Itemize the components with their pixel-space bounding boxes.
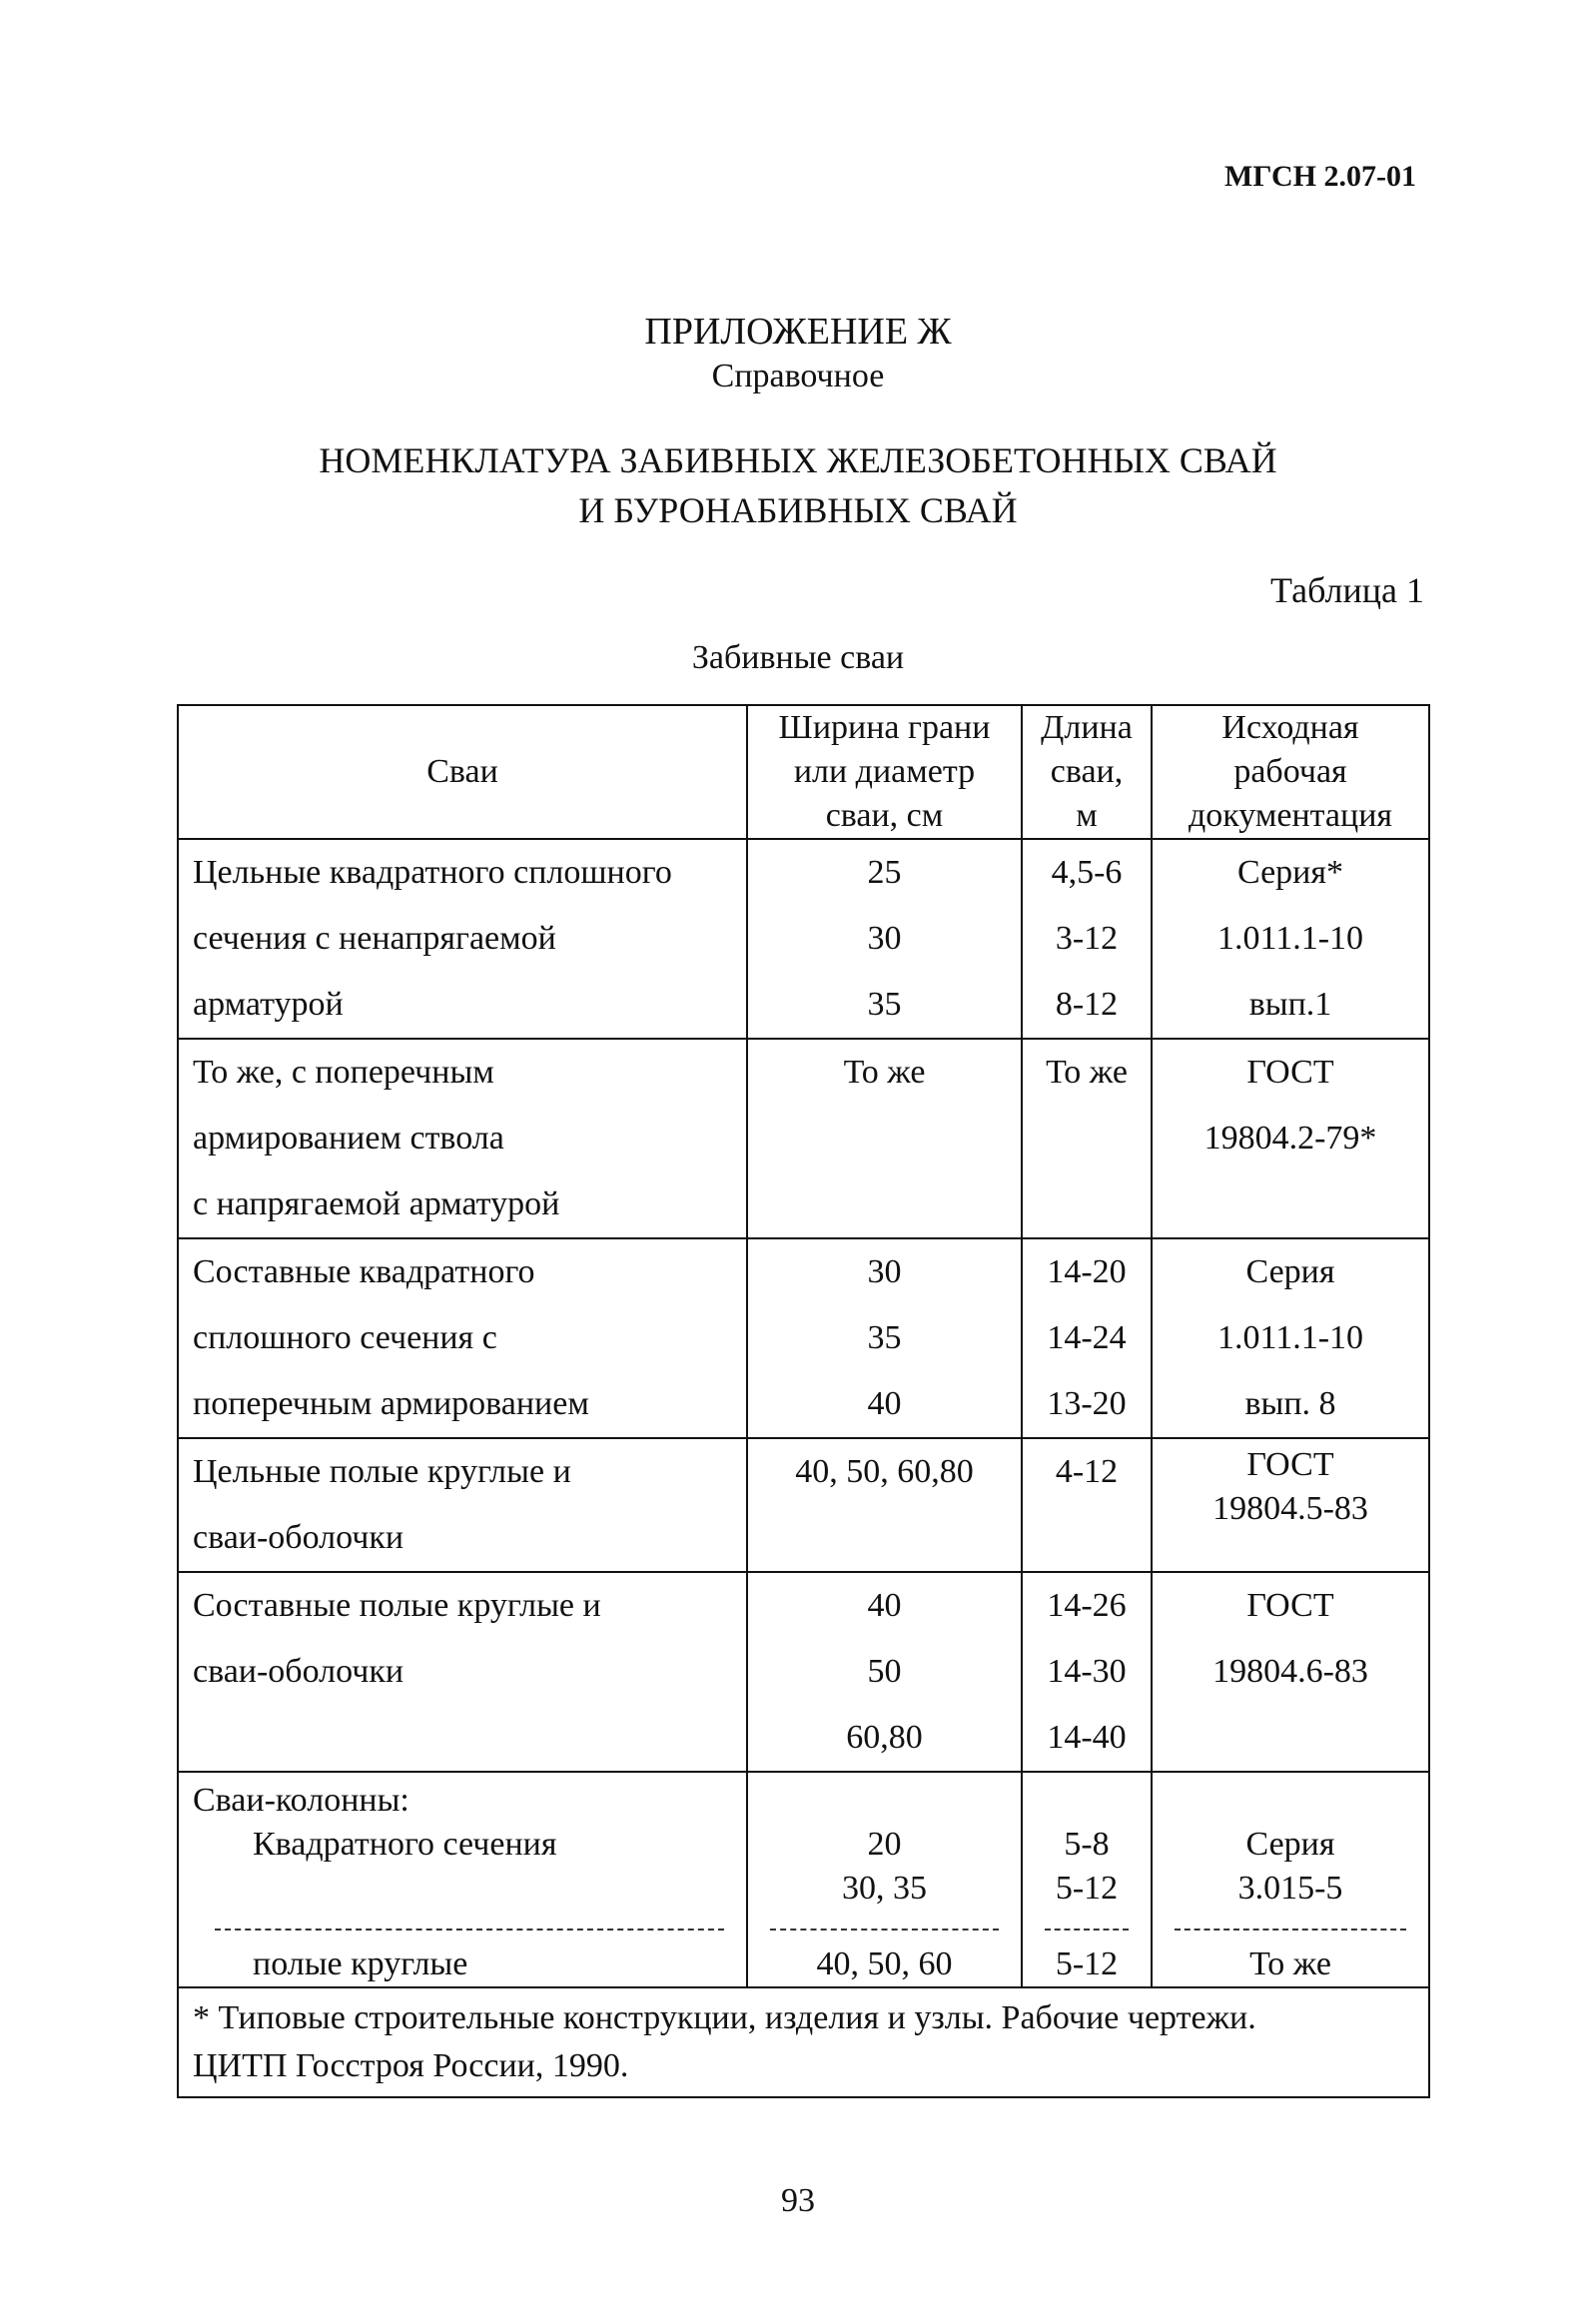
heading-line-1: НОМЕНКЛАТУРА ЗАБИВНЫХ ЖЕЛЕЗОБЕТОННЫХ СВАЙ — [319, 440, 1277, 480]
cell-line: 5-12 — [1055, 1870, 1119, 1907]
pile-type-cell — [178, 1572, 747, 1772]
cell-line: 40, 50, 60,80 — [795, 1453, 974, 1490]
header-text: или диаметр — [793, 753, 976, 790]
pile-type-cell — [178, 839, 747, 1039]
doc-cell — [1152, 1772, 1429, 1987]
doc-cell — [1152, 1438, 1429, 1572]
table-caption: Забивные сваи — [691, 639, 905, 676]
width-cell — [747, 839, 1022, 1039]
cell-line: Сваи-колонны: — [193, 1782, 409, 1819]
cell-line: 35 — [867, 1319, 902, 1356]
appendix-title: ПРИЛОЖЕНИЕ Ж — [644, 311, 952, 353]
cell-line: 14-26 — [1047, 1587, 1127, 1624]
cell-line: То же — [843, 1054, 926, 1091]
table-row — [178, 839, 1429, 1039]
cell-line: 8-12 — [1055, 986, 1119, 1023]
dashed-separator — [1045, 1929, 1129, 1931]
footnote-line: ЦИТП Госстроя России, 1990. — [193, 2047, 629, 2084]
heading-line-2: И БУРОНАБИВНЫХ СВАЙ — [578, 490, 1018, 530]
doc-cell — [1152, 839, 1429, 1039]
cell-line: 14-20 — [1047, 1253, 1127, 1290]
cell-line: Квадратного сечения — [253, 1826, 557, 1863]
cell-line: То же, с поперечным — [193, 1054, 494, 1091]
cell-line: армированием ствола — [193, 1120, 504, 1157]
cell-line: вып.1 — [1248, 986, 1332, 1023]
cell-line: 14-40 — [1047, 1719, 1127, 1756]
cell-line: 14-24 — [1047, 1319, 1127, 1356]
length-cell — [1022, 1238, 1152, 1438]
table-row — [178, 1438, 1429, 1572]
cell-line: вып. 8 — [1244, 1385, 1336, 1422]
cell-line: 1.011.1-10 — [1216, 920, 1364, 957]
cell-line: 19804.2-79* — [1203, 1120, 1377, 1157]
page-number: 93 — [781, 2182, 815, 2219]
header-text: Исходная — [1221, 709, 1359, 746]
cell-line: поперечным армированием — [193, 1385, 589, 1422]
length-cell — [1022, 1772, 1152, 1987]
cell-line: 30, 35 — [842, 1870, 927, 1907]
cell-line: 3.015-5 — [1237, 1870, 1343, 1907]
width-cell — [747, 1238, 1022, 1438]
header-text: сваи, — [1050, 753, 1124, 790]
width-cell — [747, 1772, 1022, 1987]
cell-line: 4,5-6 — [1051, 854, 1123, 891]
cell-line: Цельные полые круглые и — [193, 1453, 571, 1490]
cell-line: 20 — [867, 1826, 902, 1863]
cell-line: 30 — [867, 920, 902, 957]
table-row-pile-columns — [178, 1772, 1429, 1987]
cell-line: 30 — [867, 1253, 902, 1290]
cell-line: 35 — [867, 986, 902, 1023]
cell-line: сваи-оболочки — [193, 1653, 404, 1690]
cell-line: 3-12 — [1055, 920, 1119, 957]
table-number: Таблица 1 — [1270, 570, 1424, 610]
pile-type-cell — [178, 1238, 747, 1438]
header-text: рабочая — [1233, 753, 1347, 790]
cell-line: 60,80 — [846, 1719, 923, 1756]
dashed-separator — [1175, 1929, 1406, 1931]
cell-line: сплошного сечения с — [193, 1319, 497, 1356]
table-row — [178, 1238, 1429, 1438]
cell-line: с напрягаемой арматурой — [193, 1185, 560, 1222]
header-text: документация — [1188, 797, 1393, 834]
cell-line: Серия — [1245, 1826, 1335, 1863]
cell-line: Составные полые круглые и — [193, 1587, 601, 1624]
cell-line-empty — [1153, 1779, 1428, 1823]
header-text: м — [1076, 797, 1098, 834]
cell-line: 5-12 — [1055, 1945, 1119, 1982]
piles-table — [177, 704, 1430, 2098]
header-text: Сваи — [426, 753, 498, 790]
table-header-row — [178, 705, 1429, 839]
header-text: Длина — [1041, 709, 1133, 746]
header-length — [1022, 705, 1152, 839]
cell-line: сечения с ненапрягаемой — [193, 920, 556, 957]
cell-line: Цельные квадратного сплошного — [193, 854, 672, 891]
cell-line: ГОСТ — [1246, 1587, 1334, 1624]
cell-line-empty — [748, 1779, 1021, 1823]
pile-type-cell — [178, 1039, 747, 1238]
cell-line: 40 — [867, 1385, 902, 1422]
header-width — [747, 705, 1022, 839]
cell-line: 50 — [867, 1653, 902, 1690]
cell-line: Серия — [1245, 1253, 1335, 1290]
width-cell — [747, 1039, 1022, 1238]
length-cell — [1022, 1572, 1152, 1772]
cell-line: сваи-оболочки — [193, 1519, 404, 1556]
cell-line: Серия* — [1236, 854, 1344, 891]
cell-line: 40, 50, 60 — [816, 1945, 953, 1982]
header-piles — [178, 705, 747, 839]
doc-cell — [1152, 1039, 1429, 1238]
length-cell — [1022, 839, 1152, 1039]
cell-line: Составные квадратного — [193, 1253, 535, 1290]
cell-line: 4-12 — [1055, 1453, 1119, 1490]
footnote-line: * Типовые строительные конструкции, изделия и узлы. Рабочие чертежи. — [193, 1999, 1256, 2036]
table-footnote-row — [178, 1987, 1429, 2097]
cell-line: То же — [1249, 1945, 1331, 1982]
cell-line: ГОСТ — [1246, 1054, 1334, 1091]
header-doc — [1152, 705, 1429, 839]
cell-line: 19804.5-83 — [1212, 1490, 1368, 1527]
header-text: сваи, см — [825, 797, 944, 834]
doc-cell — [1152, 1238, 1429, 1438]
cell-line: 1.011.1-10 — [1216, 1319, 1364, 1356]
header-text: Ширина грани — [778, 709, 991, 746]
cell-line-empty — [193, 1705, 746, 1771]
width-cell — [747, 1438, 1022, 1572]
cell-line: 40 — [867, 1587, 902, 1624]
pile-type-cell — [178, 1438, 747, 1572]
length-cell — [1022, 1039, 1152, 1238]
pile-type-cell — [178, 1772, 747, 1987]
dashed-separator — [770, 1929, 999, 1931]
cell-line-empty — [1023, 1779, 1151, 1823]
cell-line-empty — [193, 1867, 746, 1911]
cell-line: полые круглые — [253, 1945, 468, 1982]
width-cell — [747, 1572, 1022, 1772]
cell-line: 13-20 — [1047, 1385, 1127, 1422]
cell-line: 25 — [867, 854, 902, 891]
cell-line: То же — [1046, 1054, 1128, 1091]
cell-line: ГОСТ — [1246, 1446, 1334, 1483]
doc-cell — [1152, 1572, 1429, 1772]
cell-line: 14-30 — [1047, 1653, 1127, 1690]
table-row — [178, 1572, 1429, 1772]
dashed-separator — [215, 1929, 724, 1931]
cell-line: 19804.6-83 — [1212, 1653, 1368, 1690]
table-row — [178, 1039, 1429, 1238]
cell-line: арматурой — [193, 986, 344, 1023]
length-cell — [1022, 1438, 1152, 1572]
footnote-cell — [178, 1987, 1429, 2097]
appendix-subtitle: Справочное — [711, 358, 885, 394]
cell-line: 5-8 — [1064, 1826, 1110, 1863]
document-code: МГСН 2.07-01 — [1224, 160, 1416, 193]
